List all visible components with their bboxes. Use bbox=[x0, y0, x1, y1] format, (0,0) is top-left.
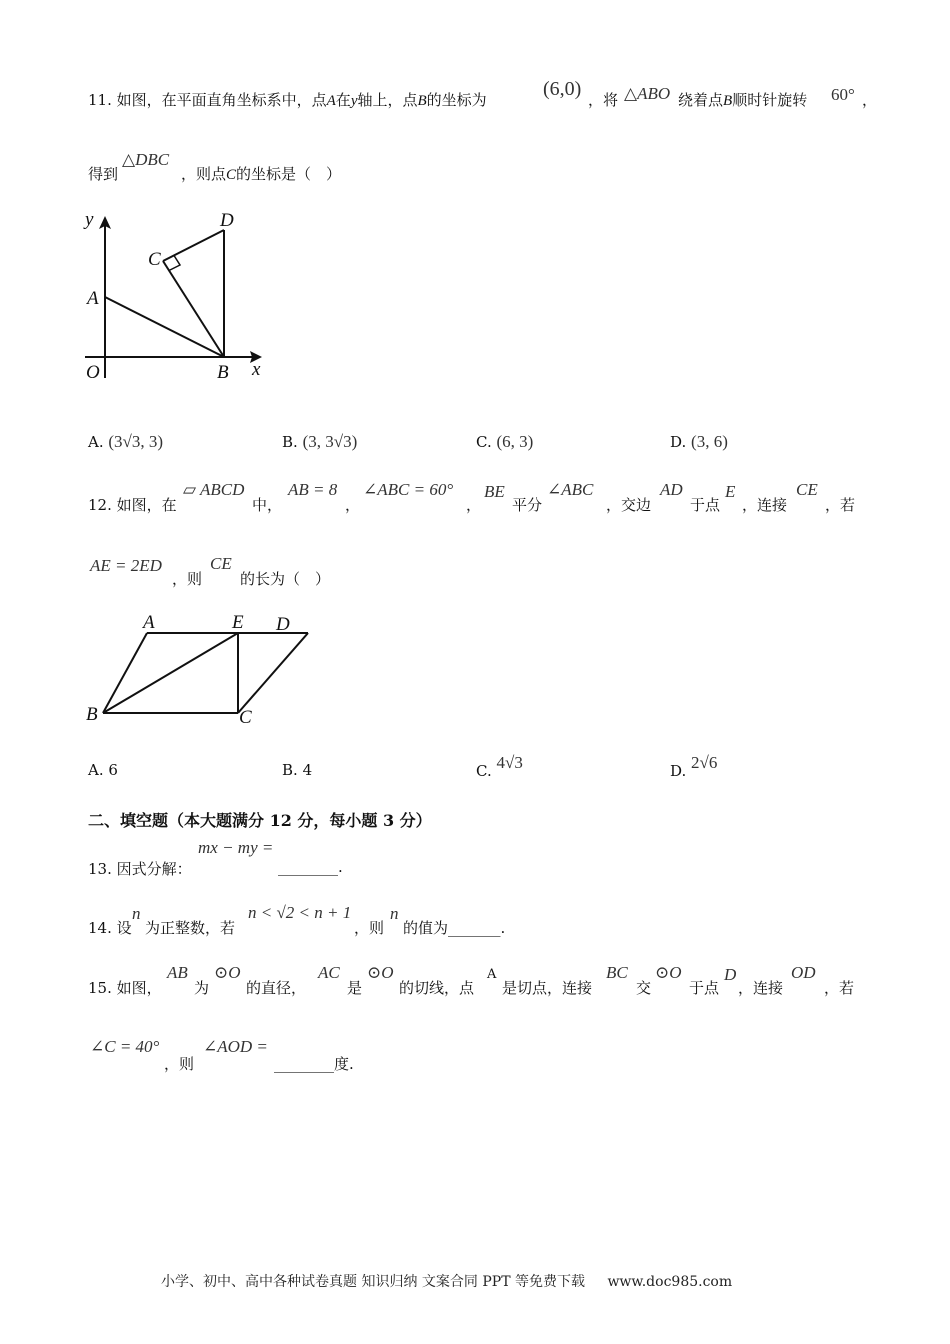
label-c: C bbox=[239, 707, 252, 728]
q15-text: 是 bbox=[347, 979, 363, 997]
q12-text: 平分 bbox=[512, 496, 543, 514]
q11-option-a[interactable]: A. (3√3, 3) bbox=[88, 432, 164, 451]
q15-text: ，连接 bbox=[738, 979, 784, 997]
label-b: B bbox=[86, 704, 98, 725]
label-d: D bbox=[220, 210, 234, 231]
q11-tri-dbc: △DBC bbox=[122, 150, 170, 169]
q12-text: ， bbox=[345, 496, 361, 514]
q12-angle-abc: ∠ABC = 60° bbox=[363, 480, 454, 499]
label-o: O bbox=[86, 362, 100, 383]
q15-bc: BC bbox=[606, 963, 628, 982]
footer bbox=[161, 1271, 732, 1291]
q11-text: ，则点C的坐标是（ ） bbox=[181, 165, 342, 183]
q12-ae-ed: AE = 2ED bbox=[90, 556, 162, 575]
q11-option-b[interactable]: B. (3, 3√3) bbox=[282, 432, 358, 451]
q12-option-d[interactable]: D. 2√6 bbox=[670, 753, 718, 780]
q13-expr: mx − my = bbox=[198, 838, 274, 857]
label-c: C bbox=[148, 249, 161, 270]
q11-line2: 得到 bbox=[88, 165, 119, 183]
q12-line1: 12. 如图，在 bbox=[88, 496, 177, 514]
q15-angle-c: ∠C = 40° bbox=[90, 1037, 160, 1056]
q14-text: 为正整数，若 bbox=[145, 919, 236, 937]
label-a: A bbox=[87, 288, 99, 309]
q11-tri-abo: △ABO bbox=[624, 84, 671, 103]
label-e: E bbox=[232, 612, 244, 633]
q15-text: 于点 bbox=[689, 979, 720, 997]
q15-ab: AB bbox=[167, 963, 188, 982]
segment-dc bbox=[163, 230, 224, 261]
q15-text: 的切线，点 bbox=[399, 979, 475, 997]
q14-n1: n bbox=[132, 904, 141, 923]
label-a: A bbox=[143, 612, 155, 633]
q15-answer[interactable]: ________度. bbox=[274, 1055, 354, 1073]
footer-link[interactable]: www.doc985.com bbox=[607, 1274, 733, 1290]
segment-ab bbox=[105, 297, 224, 357]
label-x: x bbox=[252, 359, 261, 380]
q15-ac: AC bbox=[318, 963, 340, 982]
q15-text: 是切点，连接 bbox=[502, 979, 593, 997]
q12-option-a[interactable]: A. 6 bbox=[88, 761, 118, 779]
q15-text: 为 bbox=[194, 979, 210, 997]
q11-option-d[interactable]: D. (3, 6) bbox=[670, 432, 728, 451]
q12-text: ，交边 bbox=[606, 496, 652, 514]
footer-text: 小学、初中、高中各种试卷真题 知识归纳 文案合同 PPT 等免费下载 bbox=[161, 1274, 585, 1290]
q14-n2: n bbox=[390, 904, 399, 923]
q14-text: 14. 设 bbox=[88, 919, 132, 937]
q12-text: 于点 bbox=[690, 496, 721, 514]
q11-figure bbox=[80, 200, 280, 385]
q12-line2: ，则 bbox=[172, 570, 203, 588]
q12-text: ，若 bbox=[825, 496, 856, 514]
q11-text: 绕着点B顺时针旋转 bbox=[678, 91, 808, 109]
q14-answer[interactable]: 的值为_______. bbox=[403, 919, 506, 937]
q12-ce2: CE bbox=[210, 554, 232, 573]
q12-text: ，连接 bbox=[742, 496, 788, 514]
q12-option-c[interactable]: C. 4√3 bbox=[476, 753, 523, 780]
q12-text: 的长为（ ） bbox=[240, 570, 331, 588]
label-d: D bbox=[276, 614, 290, 635]
q11-line1: 11. 如图，在平面直角坐标系中，点A在y轴上，点B的坐标为 bbox=[88, 91, 487, 109]
q12-parallelogram: ▱ ABCD bbox=[183, 480, 245, 499]
q12-option-b[interactable]: B. 4 bbox=[282, 761, 313, 779]
q12-text: ， bbox=[466, 496, 482, 514]
q12-figure bbox=[80, 608, 330, 733]
q15-point-d: D bbox=[724, 965, 737, 984]
q12-ce: CE bbox=[796, 480, 818, 499]
q15-circle-o: ⊙O bbox=[655, 963, 682, 982]
q11-angle: 60° bbox=[831, 85, 855, 104]
q11-option-c[interactable]: C. (6, 3) bbox=[476, 432, 534, 451]
q15-point-a: A bbox=[487, 967, 497, 982]
q12-angle-abc2: ∠ABC bbox=[547, 480, 594, 499]
q15-text: ，则 bbox=[164, 1055, 195, 1073]
q15-text: 交 bbox=[636, 979, 652, 997]
q15-text: 15. 如图， bbox=[88, 979, 162, 997]
q15-circle-o: ⊙O bbox=[214, 963, 241, 982]
q12-ad: AD bbox=[660, 480, 683, 499]
q15-angle-aod: ∠AOD = bbox=[203, 1037, 268, 1056]
q15-text: 的直径， bbox=[246, 979, 307, 997]
section-title: 二、填空题（本大题满分 12 分，每小题 3 分） bbox=[88, 811, 432, 830]
q12-be: BE bbox=[484, 482, 505, 501]
q15-circle-o: ⊙O bbox=[367, 963, 394, 982]
q13-prefix: 13. 因式分解： bbox=[88, 860, 192, 878]
label-y: y bbox=[85, 209, 94, 230]
q13-answer[interactable]: ________. bbox=[278, 858, 343, 876]
q12-ab: AB = 8 bbox=[288, 480, 338, 499]
q11-text: ，将 bbox=[588, 91, 619, 109]
q11-coord-b: (6,0) bbox=[543, 78, 582, 100]
label-b: B bbox=[217, 362, 229, 383]
q12-e: E bbox=[725, 482, 736, 501]
q12-text: 中， bbox=[252, 496, 283, 514]
q15-text: ，若 bbox=[824, 979, 855, 997]
q11-text: ， bbox=[862, 91, 878, 109]
q14-text: ，则 bbox=[354, 919, 385, 937]
segment-cd bbox=[238, 633, 308, 713]
segment-be bbox=[103, 633, 238, 713]
q15-od: OD bbox=[791, 963, 816, 982]
q14-inequality: n < √2 < n + 1 bbox=[248, 903, 352, 922]
